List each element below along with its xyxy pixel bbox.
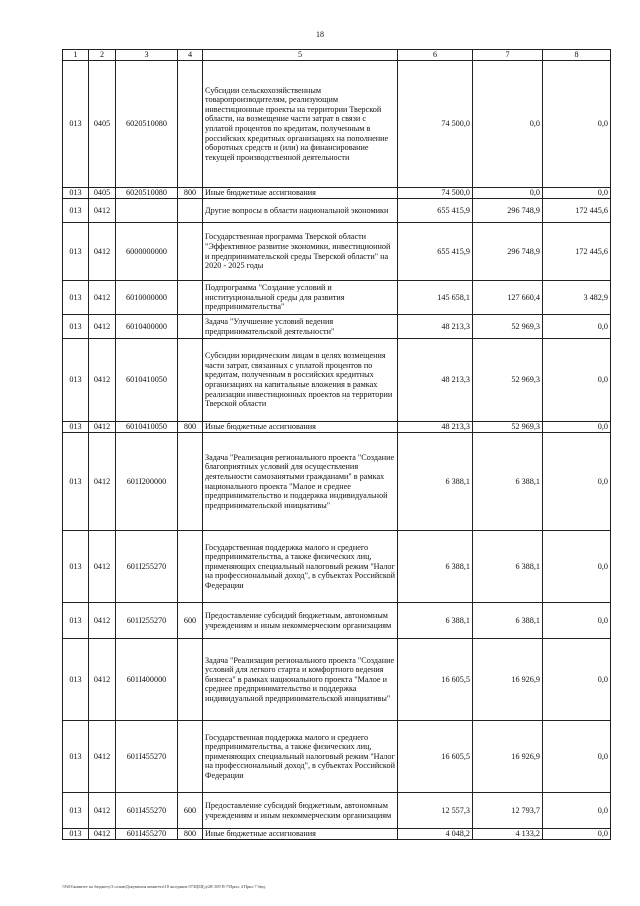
cell-code: 013 <box>63 61 89 188</box>
table-row <box>63 721 611 793</box>
cell-amount-1: 6 388,1 <box>398 531 473 603</box>
cell-section: 0412 <box>89 639 116 721</box>
cell-code: 013 <box>63 188 89 199</box>
cell-amount-3: 3 482,9 <box>543 281 611 315</box>
table-row <box>63 199 611 223</box>
cell-amount-2: 6 388,1 <box>473 603 543 639</box>
table-row <box>63 793 611 829</box>
cell-amount-1: 48 213,3 <box>398 315 473 339</box>
cell-section: 0412 <box>89 281 116 315</box>
cell-expense-type: 600 <box>178 603 203 639</box>
cell-amount-2: 16 926,9 <box>473 639 543 721</box>
table-row <box>63 281 611 315</box>
cell-expense-type <box>178 531 203 603</box>
cell-target-article: 6010410050 <box>116 422 178 433</box>
cell-description: Задача "Реализация регионального проекта "Создание благоприятных условий для осуществления деятельности самозанятыми гражданами" в рамках национального проекта "Малое и среднее предпринимательство и поддержка индивидуальной предпринимательской инициативы" <box>203 433 398 531</box>
cell-target-article: 6020510080 <box>116 188 178 199</box>
cell-section: 0412 <box>89 721 116 793</box>
cell-description: Государственная поддержка малого и среднего предпринимательства, а также физических лиц, применяющих специальный налоговый режим "Налог на профессиональный доход", в субъектах Российской Федерации <box>203 531 398 603</box>
table-row <box>63 339 611 422</box>
cell-description: Задача "Улучшение условий ведения предпринимательской деятельности" <box>203 315 398 339</box>
cell-description: Другие вопросы в области национальной экономики <box>203 199 398 223</box>
cell-amount-2: 0,0 <box>473 61 543 188</box>
cell-code: 013 <box>63 793 89 829</box>
table-row <box>63 531 611 603</box>
cell-amount-2: 0,0 <box>473 188 543 199</box>
cell-section: 0412 <box>89 199 116 223</box>
cell-description: Предоставление субсидий бюджетным, автономным учреждениям и иным некоммерческим организациям <box>203 793 398 829</box>
cell-expense-type <box>178 339 203 422</box>
cell-target-article: 601I455270 <box>116 829 178 840</box>
column-header: 3 <box>116 50 178 61</box>
cell-description: Субсидии сельскохозяйственным товаропроизводителям, реализующим инвестиционные проекты на территории Тверской области, на возмещение части затрат в связи с уплатой процентов по кредитам, полученным в российских кредитных организациях на пополнение оборотных средств и (или) на финансирование текущей производственной деятельности <box>203 61 398 188</box>
table-row <box>63 639 611 721</box>
column-header: 1 <box>63 50 89 61</box>
cell-expense-type <box>178 721 203 793</box>
cell-amount-3: 0,0 <box>543 639 611 721</box>
cell-section: 0412 <box>89 315 116 339</box>
cell-code: 013 <box>63 422 89 433</box>
table-row <box>63 433 611 531</box>
cell-code: 013 <box>63 223 89 281</box>
cell-amount-1: 655 415,9 <box>398 223 473 281</box>
column-header: 7 <box>473 50 543 61</box>
cell-description: Задача "Реализация регионального проекта "Создание условий для легкого старта и комфортного ведения бизнеса" в рамках национального проекта "Малое и среднее предпринимательство и поддержка индивидуальной предпринимательской инициативы" <box>203 639 398 721</box>
cell-target-article: 6010410050 <box>116 339 178 422</box>
cell-code: 013 <box>63 531 89 603</box>
budget-table <box>62 49 611 840</box>
cell-description: Иные бюджетные ассигнования <box>203 188 398 199</box>
cell-code: 013 <box>63 199 89 223</box>
cell-expense-type: 800 <box>178 422 203 433</box>
cell-code: 013 <box>63 639 89 721</box>
cell-code: 013 <box>63 315 89 339</box>
cell-amount-2: 296 748,9 <box>473 199 543 223</box>
cell-code: 013 <box>63 339 89 422</box>
cell-description: Государственная поддержка малого и среднего предпринимательства, а также физических лиц, применяющих специальный налоговый режим "Налог на профессиональный доход", в субъектах Российской Федерации <box>203 721 398 793</box>
cell-amount-1: 6 388,1 <box>398 603 473 639</box>
cell-amount-1: 4 048,2 <box>398 829 473 840</box>
cell-target-article: 6020510080 <box>116 61 178 188</box>
cell-target-article: 601I255270 <box>116 603 178 639</box>
cell-amount-2: 16 926,9 <box>473 721 543 793</box>
cell-description: Иные бюджетные ассигнования <box>203 422 398 433</box>
cell-section: 0412 <box>89 603 116 639</box>
cell-section: 0405 <box>89 61 116 188</box>
table-header-row <box>63 50 611 61</box>
cell-expense-type <box>178 639 203 721</box>
cell-amount-3: 172 445,6 <box>543 199 611 223</box>
table-row <box>63 61 611 188</box>
cell-amount-3: 0,0 <box>543 61 611 188</box>
cell-amount-3: 0,0 <box>543 422 611 433</box>
cell-amount-2: 52 969,3 <box>473 422 543 433</box>
cell-section: 0405 <box>89 188 116 199</box>
cell-section: 0412 <box>89 433 116 531</box>
cell-target-article: 6000000000 <box>116 223 178 281</box>
table-row <box>63 315 611 339</box>
cell-section: 0412 <box>89 223 116 281</box>
cell-description: Иные бюджетные ассигнования <box>203 829 398 840</box>
cell-expense-type <box>178 61 203 188</box>
cell-amount-2: 6 388,1 <box>473 531 543 603</box>
cell-code: 013 <box>63 603 89 639</box>
cell-amount-2: 52 969,3 <box>473 339 543 422</box>
cell-section: 0412 <box>89 829 116 840</box>
cell-description: Субсидии юридическим лицам в целях возмещения части затрат, связанных с уплатой процентов по кредитам, полученным в российских кредитных организациях на капитальные вложения в рамках реализации инвестиционных проектов на территории Тверской области <box>203 339 398 422</box>
cell-amount-1: 16 605,5 <box>398 721 473 793</box>
table-row <box>63 603 611 639</box>
cell-amount-2: 52 969,3 <box>473 315 543 339</box>
cell-amount-1: 12 557,3 <box>398 793 473 829</box>
cell-amount-3: 0,0 <box>543 339 611 422</box>
cell-expense-type <box>178 223 203 281</box>
cell-amount-3: 0,0 <box>543 188 611 199</box>
cell-amount-3: 0,0 <box>543 721 611 793</box>
cell-amount-3: 0,0 <box>543 829 611 840</box>
cell-code: 013 <box>63 721 89 793</box>
cell-amount-2: 4 133,2 <box>473 829 543 840</box>
cell-amount-1: 655 415,9 <box>398 199 473 223</box>
cell-amount-1: 16 605,5 <box>398 639 473 721</box>
cell-target-article: 6010400000 <box>116 315 178 339</box>
cell-amount-1: 48 213,3 <box>398 422 473 433</box>
cell-section: 0412 <box>89 422 116 433</box>
cell-target-article: 6010000000 <box>116 281 178 315</box>
cell-code: 013 <box>63 829 89 840</box>
cell-target-article: 601I455270 <box>116 721 178 793</box>
cell-description: Предоставление субсидий бюджетным, автономным учреждениям и иным некоммерческим организациям <box>203 603 398 639</box>
cell-expense-type: 800 <box>178 829 203 840</box>
cell-amount-1: 6 388,1 <box>398 433 473 531</box>
cell-code: 013 <box>63 433 89 531</box>
table-row <box>63 223 611 281</box>
cell-target-article <box>116 199 178 223</box>
column-header: 6 <box>398 50 473 61</box>
cell-amount-2: 12 793,7 <box>473 793 543 829</box>
cell-expense-type <box>178 315 203 339</box>
table-row <box>63 829 611 840</box>
cell-amount-1: 74 500,0 <box>398 61 473 188</box>
table-row <box>63 422 611 433</box>
cell-amount-1: 48 213,3 <box>398 339 473 422</box>
cell-expense-type: 800 <box>178 188 203 199</box>
column-header: 8 <box>543 50 611 61</box>
cell-target-article: 601I255270 <box>116 531 178 603</box>
cell-expense-type: 600 <box>178 793 203 829</box>
table-row <box>63 188 611 199</box>
cell-amount-3: 0,0 <box>543 793 611 829</box>
cell-amount-2: 127 660,4 <box>473 281 543 315</box>
cell-expense-type <box>178 433 203 531</box>
column-header: 5 <box>203 50 398 61</box>
page-number: 18 <box>316 30 324 39</box>
cell-amount-3: 0,0 <box>543 603 611 639</box>
column-header: 4 <box>178 50 203 61</box>
cell-target-article: 601I400000 <box>116 639 178 721</box>
cell-description: Государственная программа Тверской области "Эффективное развитие экономики, инвестиционной и предпринимательской среды Тверской области" на 2020 - 2025 годы <box>203 223 398 281</box>
cell-section: 0412 <box>89 531 116 603</box>
cell-expense-type <box>178 281 203 315</box>
cell-target-article: 601I200000 <box>116 433 178 531</box>
file-path-footer: \\Fs03\комитет по бюджету\3 созыв\Документы комитета\18 заседание 07\Щ\Щ\д\28\ 509 П-7\Прил. 4 Прил 7 бюд. <box>62 884 266 889</box>
cell-section: 0412 <box>89 339 116 422</box>
cell-amount-3: 0,0 <box>543 531 611 603</box>
cell-amount-2: 6 388,1 <box>473 433 543 531</box>
cell-amount-1: 145 658,1 <box>398 281 473 315</box>
cell-amount-3: 0,0 <box>543 315 611 339</box>
cell-description: Подпрограмма "Создание условий и институциональной среды для развития предпринимательства" <box>203 281 398 315</box>
cell-section: 0412 <box>89 793 116 829</box>
cell-amount-3: 0,0 <box>543 433 611 531</box>
cell-target-article: 601I455270 <box>116 793 178 829</box>
cell-amount-2: 296 748,9 <box>473 223 543 281</box>
cell-expense-type <box>178 199 203 223</box>
cell-amount-3: 172 445,6 <box>543 223 611 281</box>
cell-amount-1: 74 500,0 <box>398 188 473 199</box>
cell-code: 013 <box>63 281 89 315</box>
column-header: 2 <box>89 50 116 61</box>
